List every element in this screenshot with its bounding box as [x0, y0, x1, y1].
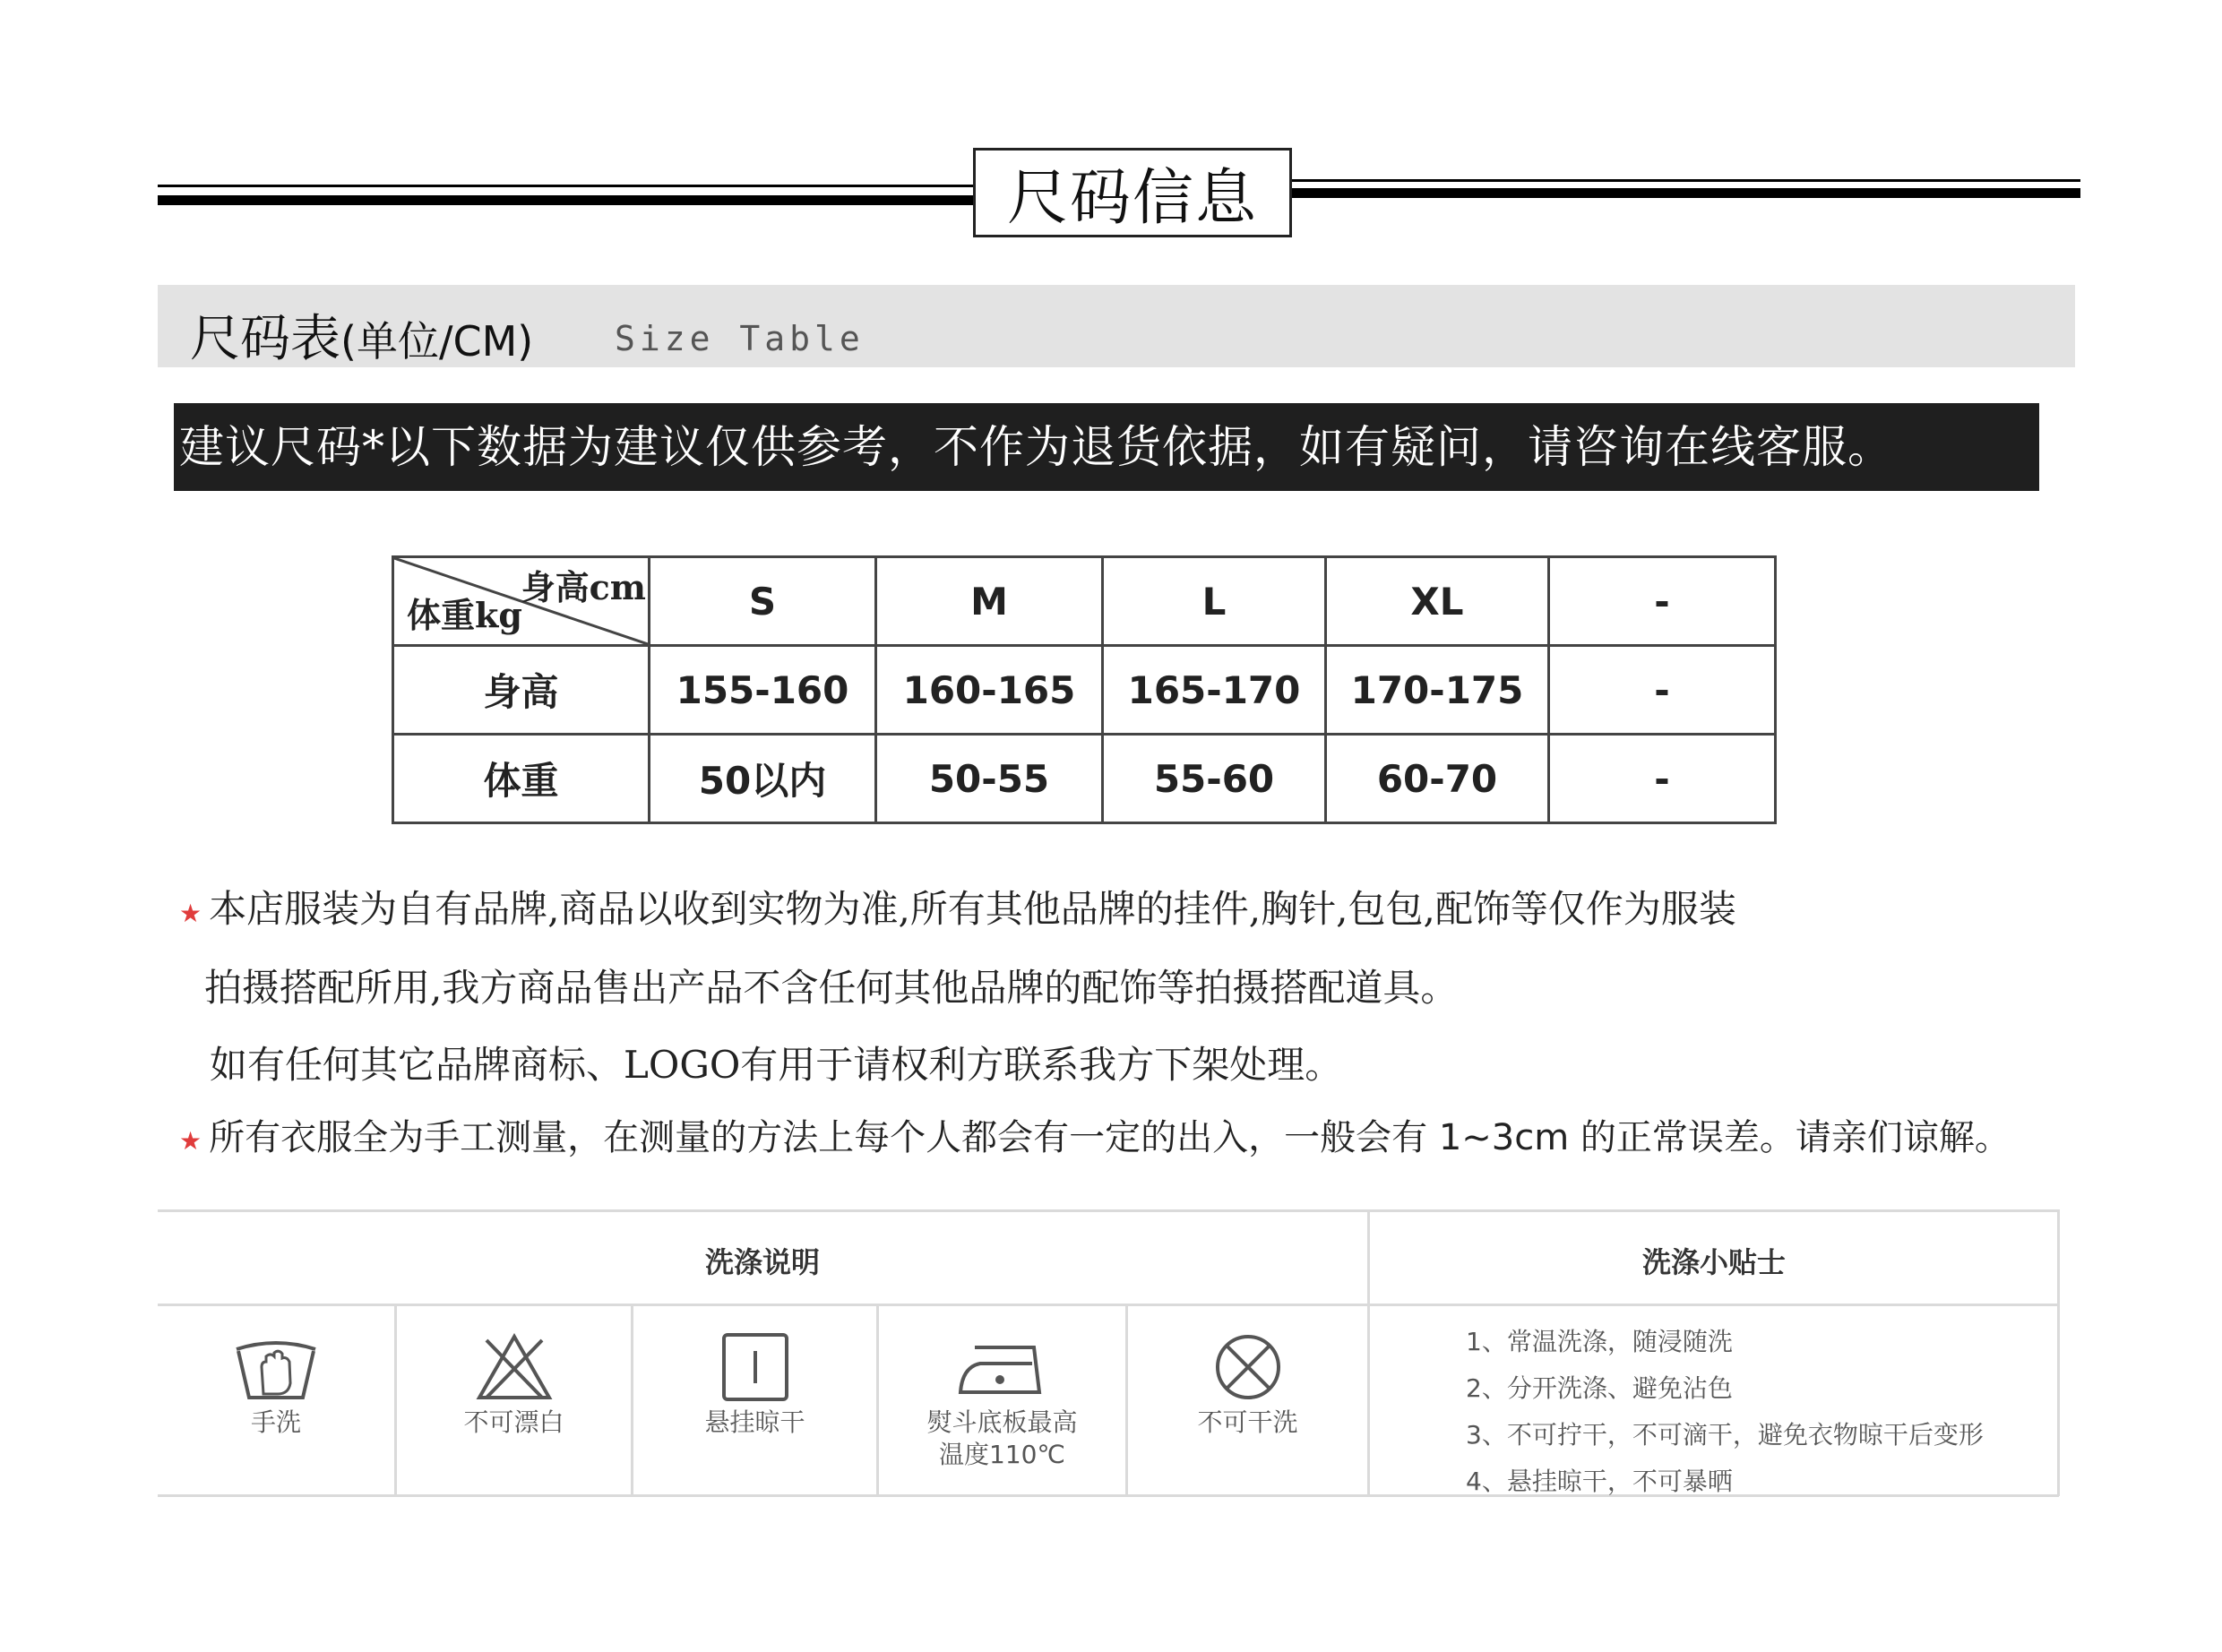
table-row: [393, 646, 1776, 735]
table-cell: 50以内: [650, 735, 876, 823]
size-table-subtitle: Size Table: [615, 319, 865, 358]
wash-instructions-title: 洗涤说明: [704, 1245, 820, 1279]
wash-label-no-bleach: 不可漂白: [463, 1407, 564, 1437]
size-table-unit: (单位/CM): [340, 317, 534, 366]
corner-weight-label: 体重kg: [407, 595, 522, 635]
wash-item-no-dry-clean: [1128, 1331, 1367, 1439]
table-cell: 165-170: [1103, 646, 1326, 735]
wash-tips-title: 洗涤小贴士: [1641, 1245, 1786, 1279]
wash-item-iron: [879, 1331, 1125, 1471]
hand-wash-icon: [231, 1331, 321, 1403]
hang-dry-icon: [715, 1331, 796, 1403]
note-line-2: 拍摄搭配所用,我方商品售出产品不含任何其他品牌的配饰等拍摄搭配道具。: [204, 966, 1459, 1010]
wash-label-iron-line2: 温度110℃: [939, 1440, 1065, 1469]
size-header-extra: -: [1549, 557, 1776, 646]
table-cell: 160-165: [876, 646, 1103, 735]
wash-label-hang-dry: 悬挂晾干: [704, 1407, 805, 1437]
size-table: [392, 555, 1777, 824]
table-cell: 55-60: [1103, 735, 1326, 823]
no-dry-clean-icon: [1208, 1331, 1288, 1403]
wash-label-iron: [879, 1407, 1125, 1471]
no-bleach-icon: [474, 1331, 555, 1403]
size-header-xl: XL: [1326, 557, 1549, 646]
wash-label-iron-line1: 熨斗底板最高: [926, 1407, 1078, 1437]
table-cell: -: [1549, 646, 1776, 735]
size-table-title: [190, 299, 533, 371]
wash-mid-line: [158, 1304, 2059, 1306]
row-label-weight: 体重: [393, 735, 650, 823]
wash-item-hang-dry: [633, 1331, 876, 1439]
wash-label-no-dry-clean: 不可干洗: [1197, 1407, 1298, 1437]
page-title: 尺码信息: [973, 148, 1292, 237]
wash-tip-3: 3、不可拧干，不可滴干，避免衣物晾干后变形: [1466, 1420, 1984, 1450]
wash-tip-4: 4、悬挂晾干，不可暴晒: [1466, 1467, 1733, 1496]
row-label-height: 身高: [393, 646, 650, 735]
header-line-right-thick: [1290, 188, 2080, 198]
size-header-l: L: [1103, 557, 1326, 646]
wash-label-hand-wash: 手洗: [250, 1407, 301, 1437]
star-icon: ★: [179, 899, 202, 928]
iron-icon: [953, 1331, 1052, 1403]
table-header-row: [393, 557, 1776, 646]
wash-tip-2: 2、分开洗涤、避免沾色: [1466, 1373, 1733, 1403]
size-header-s: S: [650, 557, 876, 646]
star-icon: ★: [179, 1126, 202, 1156]
notice-banner: 建议尺码*以下数据为建议仅供参考，不作为退货依据，如有疑问，请咨询在线客服。: [174, 403, 2039, 491]
table-cell: 155-160: [650, 646, 876, 735]
table-cell: -: [1549, 735, 1776, 823]
header-line-right-thin: [1290, 179, 2080, 182]
wash-item-no-bleach: [397, 1331, 631, 1439]
size-table-title-text: 尺码表: [190, 310, 340, 368]
table-cell: 50-55: [876, 735, 1103, 823]
wash-bottom-line: [158, 1494, 2059, 1497]
note-text-1: 本店服装为自有品牌,商品以收到实物为准,所有其他品牌的挂件,胸针,包包,配饰等仅作为服装: [209, 887, 1736, 931]
wash-item-hand-wash: [158, 1331, 394, 1439]
table-row: [393, 735, 1776, 823]
wash-top-line: [158, 1209, 2059, 1212]
note-text-4: 所有衣服全为手工测量，在测量的方法上每个人都会有一定的出入，一般会有 1~3cm 的正常误差。请亲们谅解。: [209, 1117, 2011, 1158]
size-header-m: M: [876, 557, 1103, 646]
corner-cell: [393, 557, 650, 646]
header-line-left-thick: [158, 195, 975, 205]
header-line-left-thin: [158, 185, 975, 187]
wash-tip-1: 1、常温洗涤，随浸随洗: [1466, 1327, 1733, 1356]
table-cell: 60-70: [1326, 735, 1549, 823]
note-line-4: [179, 1109, 2011, 1160]
note-line-1: [179, 880, 1736, 934]
corner-height-label: 身高cm: [521, 567, 646, 607]
note-line-3: 如有任何其它品牌商标、LOGO有用于请权利方联系我方下架处理。: [210, 1043, 1343, 1087]
table-cell: 170-175: [1326, 646, 1549, 735]
